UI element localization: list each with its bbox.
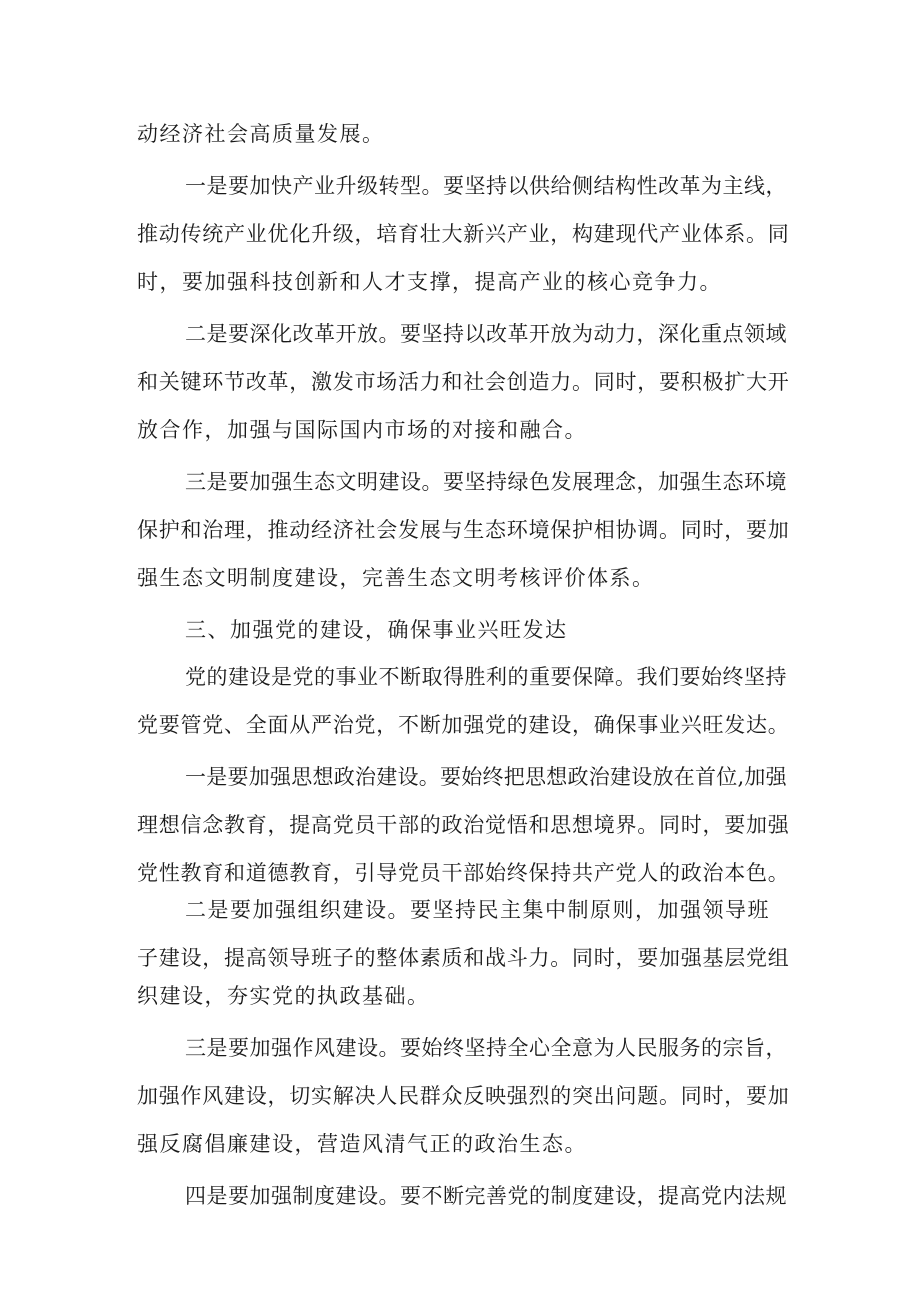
text-line: 织建设，夯实党的执政基础。 xyxy=(137,984,430,1008)
text-line: 三是要加强作风建设。要始终坚持全心全意为人民服务的宗旨， xyxy=(185,1036,787,1060)
text-line: 时，要加强科技创新和人才支撑，提高产业的核心竞争力。 xyxy=(137,270,722,294)
text-line: 保护和治理，推动经济社会发展与生态环境保护相协调。同时，要加 xyxy=(137,518,790,542)
text-line: 子建设，提高领导班子的整体素质和战斗力。同时，要加强基层党组 xyxy=(137,946,790,970)
text-line: 强生态文明制度建设，完善生态文明考核评价体系。 xyxy=(137,566,655,590)
text-line: 二是要深化改革开放。要坚持以改革开放为动力，深化重点领域 xyxy=(185,322,787,346)
text-line: 党性教育和道德教育，引导党员干部始终保持共产党人的政治本色。 xyxy=(137,861,790,885)
text-line: 加强作风建设，切实解决人民群众反映强烈的突出问题。同时，要加 xyxy=(137,1084,790,1108)
text-line: 一是要加快产业升级转型。要坚持以供给侧结构性改革为主线， xyxy=(185,174,787,198)
text-line: 一是要加强思想政治建设。要始终把思想政治建设放在首位,加强 xyxy=(185,765,787,789)
text-line: 三是要加强生态文明建设。要坚持绿色发展理念，加强生态环境 xyxy=(185,470,787,494)
text-line: 四是要加强制度建设。要不断完善党的制度建设，提高党内法规 xyxy=(185,1184,787,1208)
text-line: 放合作，加强与国际国内市场的对接和融合。 xyxy=(137,418,587,442)
section-heading: 三、加强党的建设，确保事业兴旺发达 xyxy=(185,618,568,642)
text-line: 强反腐倡廉建设，营造风清气正的政治生态。 xyxy=(137,1132,587,1156)
text-line: 理想信念教育，提高党员干部的政治觉悟和思想境界。同时，要加强 xyxy=(137,813,790,837)
text-line: 二是要加强组织建设。要坚持民主集中制原则，加强领导班 xyxy=(185,898,770,922)
text-line: 党的建设是党的事业不断取得胜利的重要保障。我们要始终坚持 xyxy=(185,665,787,689)
text-line: 和关键环节改革，激发市场活力和社会创造力。同时，要积极扩大开 xyxy=(137,370,790,394)
text-line: 党要管党、全面从严治党，不断加强党的建设，确保事业兴旺发达。 xyxy=(137,713,790,737)
text-line: 动经济社会高质量发展。 xyxy=(137,122,385,146)
text-line: 推动传统产业优化升级，培育壮大新兴产业，构建现代产业体系。同 xyxy=(137,222,790,246)
